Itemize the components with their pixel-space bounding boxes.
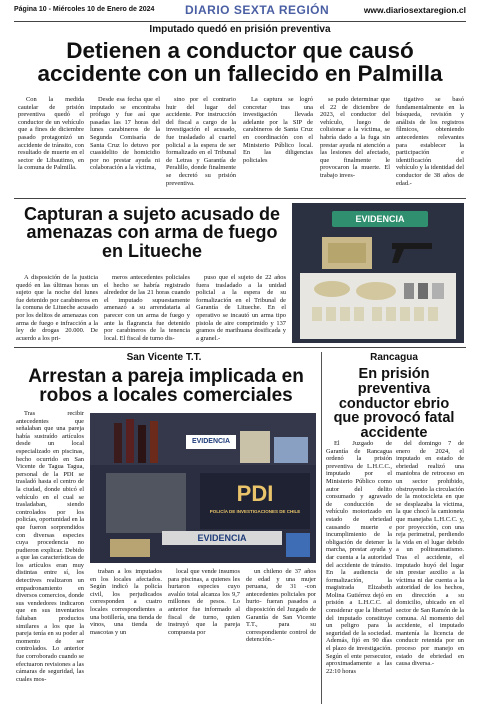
section-rule-1 (14, 198, 466, 199)
pdi-logo-text: PDI (236, 481, 274, 506)
evidence-photo-litueche (292, 203, 464, 343)
website-url[interactable]: www.diariosextaregion.cl (363, 5, 466, 15)
story1-column-4: La captura se logró concretar tras una investigación llevada adelante por la SIP de carabineros de Santa Cruz en coordinación con el Ministerio Público local. En las diligencias policiales (243, 96, 313, 164)
story3-kicker: San Vicente T.T. (126, 352, 202, 363)
story2-column-1: A disposición de la justicia quedó en las últimas horas un sujeto que la noche del lunes fue detenido por carabineros en la comuna de Litueche acusado por los delitos de amenazas con arma de fuego e infracción a la ley de drogas 20.000. De acuerdo a los pri- (16, 274, 98, 342)
page-info: Página 10 - Miércoles 10 de Enero de 2024 (14, 6, 155, 13)
story4-kicker: Rancagua (370, 352, 418, 363)
story1-column-5: se pudo determinar que el 22 de diciembre de 2023, el conductor del vehículo, luego de colisionar a la víctima, se habría dado a la fuga sin prestar ayuda ni atención a las lesiones del afectado, que finalmente le provocaron la muerte. El trabajo inves- (320, 96, 390, 179)
evidence-sign-top: EVIDENCIA (191, 438, 231, 445)
story3-lead-column: Tras recibir antecedentes que señalaban que una pareja había sustraído artículos desde un local especializado en piscinas, hecho ocurrido en San Vicente de Tagua Tagua, personal de la PDI se trasladó hasta el centro de la ciudad, donde ubicó el vehículo en el cual se trasladaban, siendo controlados por los policías, oportunidad en la que fueron sorprendidos con diversas especies cuya procedencia no pudieron explicar. Debido a que las características de los artículos eran muy distintas entre sí, los detectives realizaron un empadronamiento en diversos comercios, donde sus vendedores indicaron que en sus inventarios faltaban productos similares a los que la pareja tenía en su poder al momento de ser controlados. Lo anterior fue corroborado cuando se efectuaron revisiones a las cámaras de seguridad, las cuales mos- (16, 410, 84, 683)
story3-column-2: traban a los imputados en los locales afectados. Según indicó la policía civil, los perjudicados corresponden a cuatro locales correspondientes a una botillería, una tienda de vinos, una tienda de mascotas y un (90, 568, 162, 636)
evidence-sign: EVIDENCIA (355, 214, 405, 224)
story4-column-2: del domingo 7 de enero de 2024, el imputado en estado de ebriedad realizó una maniobra de retroceso en un sector prohibido, obstruyendo la circulación de la motocicleta en que se desplazaba la víctima, la que chocó la camioneta que manejaba L.H.C.C. y, por proyección, con una reja perimetral, perdiendo la vida en el lugar debido a un politraumatismo. Tras el accidente, el imputado huyó del lugar sin prestar auxilio a la víctima ni dar cuenta a la autoridad de los hechos, en dirección a su domicilio, ubicado en el sector de San Ramón de la comuna. Al momento del accidente, el imputado mantenía la licencia de conducir retenida por un proceso por manejo en estado de ebriedad en causa diversa.- (396, 440, 464, 668)
story3-column-4: un chileno de 37 años de edad y una mujer peruana, de 31 -con antecedentes policiales por hurto- fueran pasados a disposición del Juzgado de Garantía de San Vicente T.T., para su correspondiente control de detención.- (246, 568, 316, 644)
story1-column-3: sino por el contrario huir del lugar del accidente. Por instrucción del fiscal a cargo de la investigación el acusado, fue trasladado al cuartel policial a la espera de ser formalizado en el Tribunal de Letras y Garantía de Peralillo, donde finalmente se decretó su prisión preventiva. (166, 96, 236, 187)
pdi-subtitle: POLICÍA DE INVESTIGACIONES DE CHILE (209, 509, 301, 514)
story1-headline: Detienen a conductor que causó accidente con un fallecido en Palmilla (37, 38, 443, 86)
column-divider (321, 352, 322, 704)
evidence-photo-san-vicente (90, 413, 316, 563)
newspaper-title: DIARIO SEXTA REGIÓN (185, 3, 330, 17)
story1-column-2: Desde esa fecha que el imputado se encontraba prófugo y fue así que pasadas las 17 horas del lunes carabineros de la Segunda Comisaría de Santa Cruz lo detuvo por cuasidelito de homicidio por no prestar ayuda ni colaboración a la víctima, (90, 96, 160, 172)
story4-column-1: El Juzgado de Garantía de Rancagua ordenó la prisión preventiva de L.H.C.C., imputado por el Ministerio Público como autor del delito consumado y agravado de conducción de vehículo motorizado en estado de ebriedad causando muerte e incumplimiento de la obligación de detener la marcha, prestar ayuda y dar cuenta a la autoridad del accidente de tránsito. En la audiencia de formalización, la magistrada Elizabeth Molina Gutiérrez dejó en prisión a L.H.C.C. al considerar que la libertad del imputado constituye un peligro para la seguridad de la sociedad. Además, fijó en 90 días el plazo de investigación. Según el ente persecutor, aproximadamente a las 22:10 horas (326, 440, 392, 675)
story2-headline: Capturan a sujeto acusado de amenazas con arma de fuego en Litueche (23, 204, 281, 261)
story2-column-2: meros antecedentes policiales el hecho se habría registrado alrededor de las 21 horas cuando el imputado supuestamente amenazó a su arrendataria al parecer con un arma de fuego y ante la flagrancia fue detenido por carabineros de la tenencia local. El fiscal de turno dis- (104, 274, 190, 342)
story2-column-3: puso que el sujeto de 22 años fuera trasladado a la unidad policial a la espera de su formalización en el Tribunal de Garantía de Litueche. En el operativo se incautó un arma tipo pistola de aire comprimido y 137 gramos de marihuana dosificada y a granel.- (196, 274, 286, 342)
story3-headline: Arrestan a pareja implicada en robos a locales comerciales (28, 366, 304, 407)
section-rule-2 (14, 347, 466, 348)
story3-column-3: local que vende insumos para piscinas, a quienes les hurtaron especies cuyo avalúo total alcanza los 9,7 millones de pesos. Lo anterior fue informado al fiscal de turno, quien instruyó que la pareja compuesta por (168, 568, 240, 636)
story1-column-6: tigativo se basó fundamentalmente en la búsqueda, revisión y análisis de los registros fílmicos, obteniendo antecedentes relevantes para establecer la participación e identificación del vehículo y la identidad del conductor de 38 años de edad.- (396, 96, 464, 187)
evidence-sign-bottom: EVIDENCIA (197, 533, 247, 543)
story1-kicker: Imputado quedó en prisión preventiva (149, 24, 331, 35)
story4-headline: En prisión preventiva conductor ebrio que provocó fatal accidente (333, 366, 455, 442)
story1-column-1: Con la medida cautelar de prisión preventiva quedó el conductor de un vehículo que a fines de diciembre pasado protagonizó un accidente de tránsito, con resultado de muerte en el sector de Libautimo, en la comuna de Palmilla. (18, 96, 84, 172)
header-rule (14, 21, 466, 22)
